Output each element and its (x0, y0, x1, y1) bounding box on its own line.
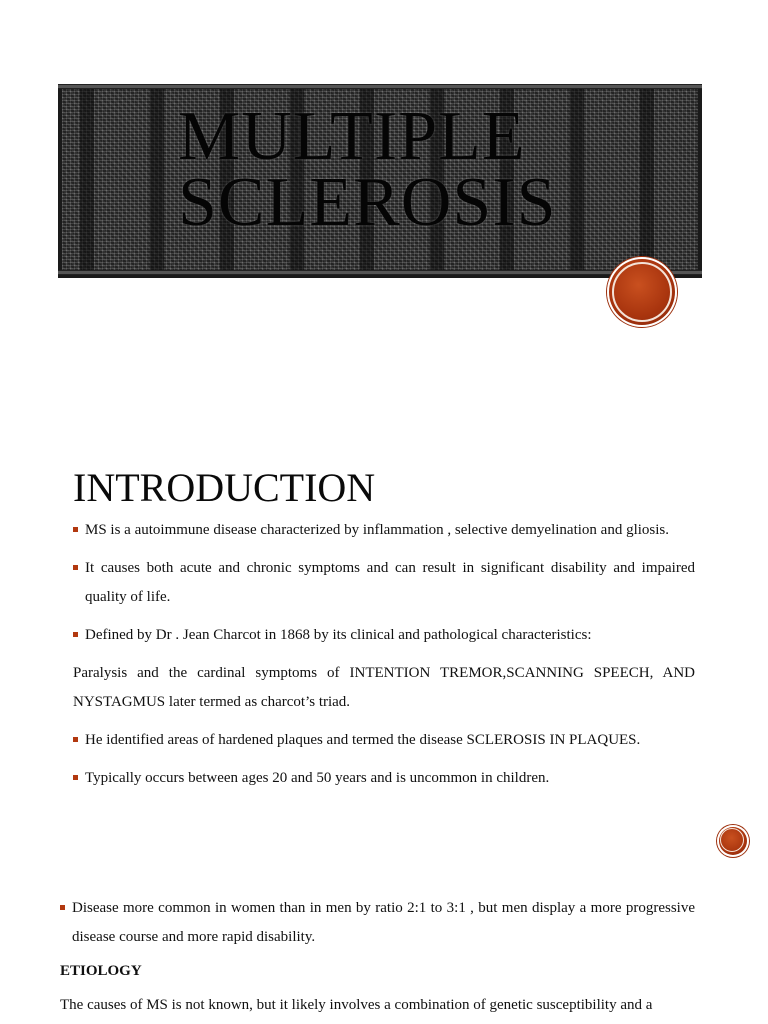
orb-ring (612, 262, 672, 322)
decorative-orb-icon (607, 257, 677, 327)
etiology-content (60, 894, 695, 1024)
list-item: MS is a autoimmune disease characterized by inflammation , selective demyelination and gliosis. (73, 516, 695, 545)
slide-title (178, 98, 598, 241)
introduction-heading: INTRODUCTION (73, 465, 376, 510)
etiology-slide (0, 868, 768, 1024)
paragraph: Paralysis and the cardinal symptoms of INTENTION TREMOR,SCANNING SPEECH, AND NYSTAGMUS later termed as charcot’s triad. (73, 665, 695, 710)
bullet-square-icon (73, 565, 78, 570)
etiology-heading: ETIOLOGY (60, 963, 142, 979)
orb-ring (720, 828, 744, 852)
decorative-orb-icon (717, 825, 749, 857)
title-line-1: MULTIPLE (178, 98, 526, 175)
list-item: Disease more common in women than in men by ratio 2:1 to 3:1 , but men display a more progressive disease course and more rapid disability. (60, 894, 695, 952)
introduction-slide (0, 420, 768, 868)
introduction-content (73, 516, 695, 802)
title-slide (0, 0, 768, 420)
list-item: He identified areas of hardened plaques and termed the disease SCLEROSIS IN PLAQUES. (73, 726, 695, 755)
bullet-square-icon (73, 632, 78, 637)
list-item: Defined by Dr . Jean Charcot in 1868 by its clinical and pathological characteristics: (73, 621, 695, 650)
bullet-square-icon (73, 737, 78, 742)
banner-top-rule (58, 84, 702, 89)
list-item: Typically occurs between ages 20 and 50 years and is uncommon in children. (73, 764, 695, 793)
title-line-2: SCLEROSIS (178, 164, 557, 241)
list-item: It causes both acute and chronic symptoms and can result in significant disability and impaired quality of life. (73, 554, 695, 612)
bullet-square-icon (73, 527, 78, 532)
etiology-paragraph: The causes of MS is not known, but it likely involves a combination of genetic susceptibility and a (60, 997, 653, 1013)
bullet-square-icon (60, 905, 65, 910)
banner-bottom-rule (58, 270, 702, 275)
bullet-square-icon (73, 775, 78, 780)
